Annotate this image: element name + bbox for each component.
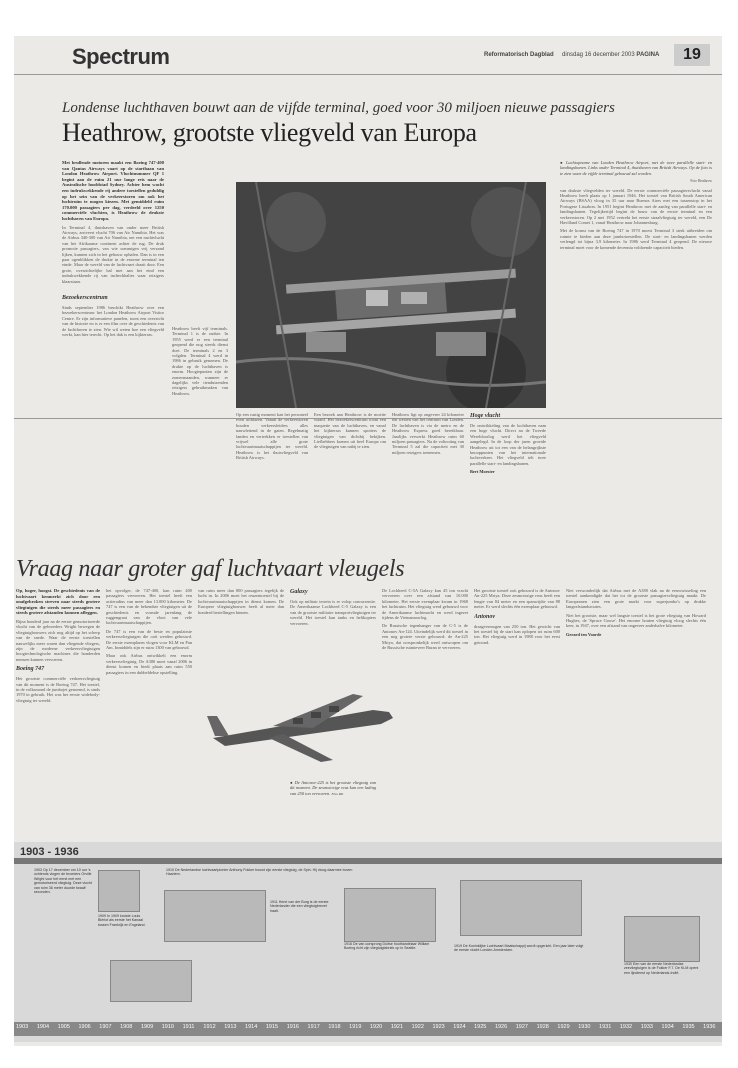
article2-subheading: Galaxy: [290, 589, 308, 595]
timeline-year: 1903: [16, 1024, 29, 1030]
fokker-spin-photo: [164, 890, 266, 942]
article2-byline: Gerard ten Voorde: [566, 631, 602, 637]
timeline-year: 1917: [307, 1024, 320, 1030]
timeline-year: 1915: [265, 1024, 279, 1030]
article2-column-2: [106, 588, 192, 798]
article2-paragraph: De Lockheed C-5A Galaxy kan 45 ton vracht vervoeren over een afstand van 10.000 kilometer. Het eerste exemplaar kwam in 1968 het luchtruim. Het vliegtuig werd gebouwd voor de Amerikaanse luchtmacht en werd ingezet tijdens de Vietnamoorlog.: [382, 588, 468, 621]
timeline-year: 1925: [474, 1024, 487, 1030]
article2-paragraph: van ruim meer dan 800 passagiers tegelijk de lucht in. In 2006 moet het reuzentoestel bij de luchtvaartmaatschappijen in dienst komen. De Europese vliegtuigbouwer heeft al meer dan honderd bestellingen binnen.: [198, 588, 284, 615]
article1-paragraph: Op een rustig moment kan het personeel even uitblazen. Vanuit de verkeerstoren houden verkeersleiders alles nauwlettend in de gaten. Regelmatig landen en vertrekken er toestellen van vrijwel alle grote luchtvaartmaatschappijen ter wereld. Heathrow is het thuisvliegveld van British Airways.: [236, 412, 308, 461]
article1-paragraph: van drukste vliegvelden ter wereld. De eerste commerciële passagiersvlucht vanaf Heathrow heeft plaats op 1 januari 1946. Het toestel van British South American Airways (BSAA) vloog in 35 uur naar Buenos Aires met een tussenstop in het Portugese Lissabon. In 1951 begint Heathrow met de aanleg van parallelle start- en landingsbanen. Tegelijkertijd begint de bouw van de eerste terminal en een verkeerstoren. Op 2 mei 1952 vertrekt het eerste straalvliegtuig ter wereld, een De Havilland Comet 1, vanaf Heathrow naar Johannesburg.: [560, 187, 712, 226]
timeline-year: 1914: [245, 1024, 258, 1030]
page-header: [14, 36, 722, 74]
timeline-year: 1912: [203, 1024, 216, 1030]
timeline-year: 1922: [411, 1024, 424, 1030]
caption-text: Luchtopname van Londen Heathrow Airport, met de twee parallelle start- en landingsbanen. Links onder Terminal 4, thuishaven van British Airways. Op de foto is te zien waar de vijfde terminal gebouwd zal worden.: [560, 160, 712, 176]
article2-paragraph: Het grootste toestel ooit gebouwd is de Antonov An-225 Mriya. Deze zesmotorige reus heeft een lengte van 84 meter en een spanwijdte van 88 meter. Er werd slechts één exemplaar gebouwd.: [474, 588, 560, 610]
bleriot-plane-photo: [110, 960, 192, 1002]
article1-photo-credit: Foto Heathrow: [690, 179, 712, 184]
article2-caption-column: [290, 780, 376, 804]
article1-lead: Met brullende motoren maakt een Boeing 747-400 van Qantas Airways vaart op de startbaan van London Heathrow Airport. Vluchtnummer QF 1 begint aan de ruim 21 uur lange reis naar de Australische hoofdstad Sydney. Achter hem wacht een indrukwekkende rij andere toestellen geduldig op het sein van de verkeerstoren om ook het luchtruim te mogen kiezen. Met gemiddeld ruim 170.000 passagiers per dag, verdeeld over 1250 commerciële vluchten, is Heathrow de drukste luchthaven van Europa.: [62, 160, 164, 221]
article2-column-4: [290, 588, 376, 674]
article2-paragraph: De Russische tegenhanger van de C-5 is de Antonov An-124. Uiteindelijk werd dit toestel in een nog grotere versie gebouwd: de An-225 Mriya, dat oorspronkelijk werd ontworpen om de Russische ruimteveer Buran te vervoeren.: [382, 623, 468, 651]
article2-photo-caption: ● De Antonov-225 is het grootste vliegtuig van dit moment. De zesmotorige reus kan een lading van 250 ton vervoeren. Foto RD: [290, 780, 376, 796]
timeline-year: 1907: [99, 1024, 112, 1030]
article2-paragraph: Maar ook Airbus ontwikkelt een enorm verkeersvliegtuig. De A380 moet vanaf 2006 in dienst komen en biedt plaats aan ruim 550 passagiers in een dubbeldekse opstelling.: [106, 653, 192, 675]
timeline-year: 1921: [390, 1024, 404, 1030]
article2-paragraph: Bijna honderd jaar na de eerste gemotoriseerde vlucht van de gebroeders Wright bewegen de vliegtuigbouwers zich nog altijd op het scherp van de snede. Waar de eerste toestellen nauwelijks meer waren dan vliegende vliegers, zijn de moderne verkeersvliegtuigen hoogtechnologische machines die honderden mensen kunnen vervoeren.: [16, 618, 100, 662]
article1-paragraph: In Terminal 4, thuishaven van onder meer British Airways, arriveert vlucht 706 van Air Namibia. Het was de Airbus 340-300 van Air Namibia, net een nachtvlucht van het Afrikaanse continent achter de rug. De druk promotie passagiers, van wie sommigen vrij verzand lijken, kunnen zich in het gebouw ophalen. Dan is in een paar ogenblikken de drukte in de enorme terminal ten einde. Maar de wereld van de luchtvaart draait door. Een grote, overzichtelijke hal met aan het eind een indrukwekkende rij van incheckbalies waar reizigers klaarstaan.: [62, 224, 164, 284]
article2-column-1: [16, 588, 100, 798]
article2-photo-credit: Foto RD: [331, 791, 344, 796]
article1-text-beneath-photo-4: [470, 412, 546, 552]
timeline-year: 1905: [57, 1024, 70, 1030]
article2-headline: Vraag naar groter gaf luchtvaart vleugels: [16, 556, 405, 582]
timeline-entry: [270, 900, 330, 913]
article1-paragraph: De ontwikkeling van de luchthaven nam een hoge vlucht. Direct na de Tweede Wereldoorlog werd het vliegveld aangelegd. In de loop der jaren groeide Heathrow uit tot een van de belangrijkste knooppunten van het internationale luchtverkeer. Het vliegveld telt twee parallelle start- en landingsbanen.: [470, 423, 546, 466]
article2-paragraph: Het grootste commerciële verkeersvliegtuig van dit moment is de Boeing 747. Het toestel, in de volksmond de jumbojet genoemd, is sinds 1970 in gebruik. Het was het eerste widebody-vliegtuig ter wereld.: [16, 676, 100, 703]
boeing-factory-photo: [344, 888, 436, 942]
timeline-entry-text: 1916 De van oorsprong Duitse houthandelaar William Boeing richt zijn vliegtuigfabriek op in Seattle.: [344, 942, 430, 951]
article1-paragraph: Heathrow heeft vijf terminals. Terminal 1 is de oudste. In 1955 werd er een terminal geopend die nog steeds dienst doet. De terminals 2 en 3 volgden. Terminal 4 werd in 1986 in gebruik genomen. De drukte op de luchthaven is enorm. Hoogtepunten zijn de zomermaanden, wanneer er dagelijks vele tienduizenden reizigers gebruikmaken van Heathrow.: [172, 326, 228, 396]
article1-paragraph: Met de komst van de Boeing 747 in 1970 moest Terminal 3 sterk uitbreiden om ruimte te bieden aan deze jumbotoestellen. De start- en landingsbanen werden verlengd tot bijna 3,9 kilometer. In 1986 werd Terminal 4 geopend. De nieuwe terminal moet voor de komende decennia voldoende capaciteit bieden.: [560, 228, 712, 250]
timeline-year: 1936: [703, 1024, 716, 1030]
article1-text-beneath-photo-2: [314, 412, 386, 552]
timeline-bar: [14, 858, 722, 864]
page-label: PAGINA: [636, 52, 660, 58]
timeline-entry: [454, 944, 584, 953]
article1-text-beneath-photo-1: [236, 412, 308, 552]
date-text: dinsdag 16 december 2003: [562, 52, 635, 58]
article1-caption-column: [560, 160, 712, 415]
caption-text: De Antonov-225 is het grootste vliegtuig van dit moment. De zesmotorige reus kan een lading van 250 ton vervoeren.: [290, 780, 376, 796]
article2-column-7: [566, 588, 706, 798]
article2-paragraph: Niet verwonderlijk dat Airbus met de A380 vlak na de eeuwwisseling een toestel aankondigde dat het tot de grootste passagiersvliegtuig maakt. De Europeanen zien een grote markt voor superjumbo's op drukke langeafstandsroutes.: [566, 588, 706, 610]
timeline-title: 1903 - 1936: [20, 846, 79, 858]
timeline-year: 1918: [328, 1024, 341, 1030]
timeline-year: 1924: [453, 1024, 466, 1030]
timeline-entry-text: 1903 Op 17 december om 10 uur 's ochtends vlogen de broeders Orville Wright voor het eerst met een gemotoriseerd vliegtuig. Deze vlucht van ruim 36 meter duurde twaalf seconden.: [34, 868, 92, 895]
timeline-entry: [624, 962, 704, 975]
wright-brothers-photo: [98, 870, 140, 912]
article2-column-3: [198, 588, 284, 674]
article2-paragraph: het opvolger, de 747-400, kan ruim 400 passagiers vervoeren. Het toestel heeft een actieradius van meer dan 13.000 kilometer. De 747 is een van de bekendste vliegtuigen uit de geschiedenis en vormde jarenlang de ruggengraat van de vloot van vele luchtvaartmaatschappijen.: [106, 588, 192, 626]
article1-text-beneath-photo-3: [392, 412, 464, 552]
article1-byline: Bert Moester: [470, 469, 495, 475]
header-divider: [14, 74, 722, 75]
timeline-year: 1926: [494, 1024, 508, 1030]
timeline-entry: [34, 868, 94, 894]
article2-column-6: [474, 588, 560, 798]
article1-paragraph: Een bezoek aan Heathrow is de moeite waard. Het bezoekerscentrum toont een maquette van de luchthaven, en vanaf het kijkterras kunnen spotters de vliegtuigen van dichtbij bekijken. Liefhebbers komen uit heel Europa om de vliegtuigen van nabij te zien.: [314, 412, 386, 450]
timeline-year: 1930: [578, 1024, 591, 1030]
timeline-entry-text: 1910 De Nederlandse luchtvaartpionier Anthony Fokker bouwt zijn eerste vliegtuig, de Spin. Hij vloog daarmee boven Haarlem.: [166, 868, 353, 877]
page-date: [562, 52, 659, 58]
timeline-year: 1933: [640, 1024, 653, 1030]
timeline-year: 1911: [182, 1024, 195, 1030]
heathrow-aerial-photo: [236, 182, 546, 408]
timeline-year: 1904: [36, 1024, 50, 1030]
timeline-year: 1908: [120, 1024, 133, 1030]
timeline-year: 1920: [370, 1024, 383, 1030]
article2-subheading: Antonov: [474, 613, 496, 620]
article1-subheading: Bezoekerscentrum: [62, 295, 108, 301]
timeline-year: 1935: [682, 1024, 695, 1030]
timeline-entry: [166, 868, 356, 877]
klm-plane-photo: [460, 880, 582, 936]
page-number: 19: [674, 44, 710, 66]
article2-paragraph: Ook op militair terrein is er volop concurrentie. De Amerikaanse Lockheed C-5 Galaxy is een van de grootste militaire transportvliegtuigen ter wereld. Het toestel kan tanks en helikopters vervoeren.: [290, 599, 376, 626]
article2-subheading: Boeing 747: [16, 666, 45, 673]
timeline-years: [14, 1022, 722, 1036]
timeline-year: 1929: [557, 1024, 570, 1030]
timeline-year: 1934: [661, 1024, 674, 1030]
article1-column-4: [172, 326, 228, 410]
timeline-year: 1916: [286, 1024, 299, 1030]
timeline-year: 1932: [619, 1024, 633, 1030]
timeline-year: 1906: [78, 1024, 91, 1030]
timeline-entry: [98, 914, 148, 927]
article1-kicker: Londense luchthaven bouwt aan de vijfde terminal, goed voor 30 miljoen nieuwe passagiers: [62, 100, 615, 116]
timeline-year: 1931: [599, 1024, 612, 1030]
timeline-entry-text: 1919 De Koninklijke Luchtvaart Maatschappij wordt opgericht. Een jaar later volgt de eerste vlucht Londen-Amsterdam.: [454, 944, 584, 953]
publication-name: Reformatorisch Dagblad: [484, 52, 554, 58]
article1-column-3: [62, 294, 164, 410]
timeline-entry: [344, 942, 434, 951]
timeline-entry-text: 1911 Henri van der Burg is de eerste Nederlander die een vliegtuigbrevet haalt.: [270, 900, 329, 913]
timeline-year: 1913: [224, 1024, 237, 1030]
article2-paragraph: Niet het grootste, maar wel langste toestel is het grote vliegtuig van Howard Hughes, de 'Spruce Goose'. Het enorme houten vliegtuig vloog slechts één keer, in 1947, over een afstand van ongeveer anderhalve kilometer.: [566, 612, 706, 629]
timeline-entry-text: 1930 Een van de eerste Nederlandse zeevliegtuigen is de Fokker F.7. De KLM opent een lijndienst op Nederlands-Indië.: [624, 962, 699, 975]
timeline-year: 1919: [349, 1024, 362, 1030]
article2-paragraph: draagvermogen van 250 ton. Het gewicht van het toestel bij de start kan oplopen tot ruim 600 ton. Het vliegtuig werd in 1988 voor het eerst getoond.: [474, 623, 560, 645]
article1-paragraph: Heathrow ligt op ongeveer 24 kilometer ten westen van het centrum van Londen. De luchthaven is via de metro en de Heathrow Express goed bereikbaar. Jaarlijks verwerkt Heathrow ruim 60 miljoen passagiers. Na de voltooiing van Terminal 5 zal die capaciteit met 30 miljoen reizigers toenemen.: [392, 412, 464, 455]
timeline-year: 1909: [140, 1024, 154, 1030]
article1-subheading: Hoge vlucht: [470, 413, 501, 419]
article2-lead: Op, hoger, hoogst. De geschiedenis van de luchtvaart kenmerkt zich door een onafgebroken streven naar steeds grotere vliegtuigen die steeds meer passagiers en steeds grotere afstanden kunnen afleggen.: [16, 588, 100, 616]
antonov-225-photo: [203, 676, 403, 771]
timeline-entry-text: 1909 In 1909 kruiste Louis Blériot als eerste het Kanaal tussen Frankrijk en Engeland.: [98, 914, 146, 927]
timeline-year: 1928: [536, 1024, 549, 1030]
fokker-seaplane-photo: [624, 916, 700, 962]
timeline-year: 1927: [515, 1024, 528, 1030]
timeline-year: 1923: [432, 1024, 445, 1030]
article2-paragraph: De 747 is een van de beste en populairste verkeersvliegtuigen die ooit werden gebouwd. De eerste exemplaren vlogen voor KLM en Pan Am. Inmiddels zijn er ruim 1300 van gebouwd.: [106, 628, 192, 651]
timeline-year: 1910: [161, 1024, 174, 1030]
timeline-section: [14, 842, 722, 1042]
article1-headline: Heathrow, grootste vliegveld van Europa: [62, 118, 477, 147]
section-title: Spectrum: [72, 44, 170, 69]
article1-photo-caption: ● Luchtopname van Londen Heathrow Airport, met de twee parallelle start- en landingsbanen. Links onder Terminal 4, thuishaven van British Airways. Op de foto is te zien waar de vijfde terminal gebouwd zal worden.: [560, 160, 712, 176]
article2-column-5: [382, 588, 468, 798]
article1-paragraph: Sinds september 1986 beschikt Heathrow over een bezoekerscentrum: het London Heathrow Airport Visitor Centre. Er zijn informatieve panelen, toont een overzicht van de historie en is er een film over de geschiedenis van de luchthaven te zien. Wie wil weten hoe een vliegveld werkt, kan hier terecht. Op het dak is een kijkterras.: [62, 305, 164, 338]
